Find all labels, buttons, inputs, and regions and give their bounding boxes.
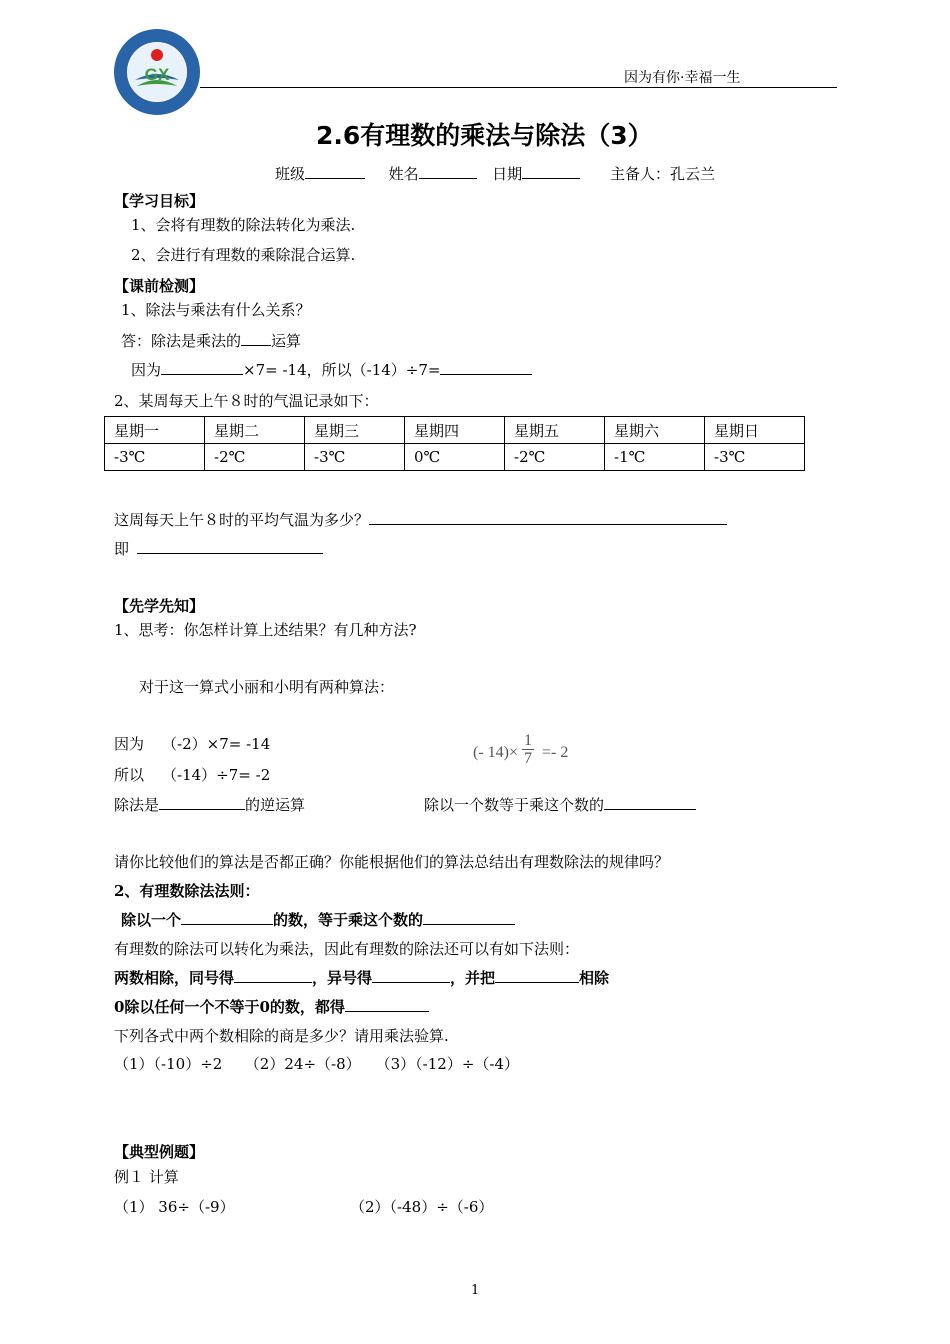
table-header-cell: 星期一 — [105, 417, 205, 444]
division-is-line: 除法是 的逆运算 — [114, 796, 306, 814]
table-cell: 0℃ — [405, 444, 505, 471]
table-header-cell: 星期四 — [405, 417, 505, 444]
examples-heading: 【典型例题】 — [114, 1143, 205, 1161]
table-cell: -1℃ — [605, 444, 705, 471]
answer-blank[interactable] — [241, 331, 271, 346]
objectives-heading: 【学习目标】 — [114, 192, 205, 210]
date-field[interactable] — [522, 164, 580, 179]
exercise-intro: 下列各式中两个数相除的商是多少？请用乘法验算. — [114, 1027, 449, 1045]
info-row — [275, 163, 580, 184]
exercise-items: （1）（-10）÷2 （2）24÷（-8） （3）（-12）÷（-4） — [114, 1055, 520, 1073]
example-1-item-1: （1） 36÷（-9） — [114, 1198, 235, 1216]
precheck-answer: 答：除法是乘法的 运算 — [121, 332, 302, 350]
rule1-blank-a[interactable] — [181, 910, 273, 925]
example-1: 例１ 计算 — [114, 1168, 179, 1186]
table-row — [105, 444, 805, 471]
objective-2: 2、会进行有理数的乘除混合运算. — [131, 246, 356, 264]
rule-1: 除以一个 的数，等于乘这个数的 — [121, 909, 515, 930]
rule2-blank-a[interactable] — [234, 968, 312, 983]
date-label: 日期 — [492, 165, 523, 183]
page-title: 2.6有理数的乘法与除法（3） — [316, 121, 653, 150]
avg-blank[interactable] — [369, 510, 727, 525]
table-header-row — [105, 417, 805, 444]
precheck-heading: 【课前检测】 — [114, 277, 205, 295]
so-line: 所以 （-14）÷7= -2 — [114, 766, 271, 784]
think-question: 1、思考：你怎样计算上述结果？有几种方法? — [114, 621, 417, 639]
because-line: 因为 （-2）×7= -14 — [114, 735, 271, 753]
table-header-cell: 星期二 — [205, 417, 305, 444]
header-motto: 因为有你·幸福一生 — [624, 70, 741, 86]
precheck-q2: 2、某周每天上午８时的气温记录如下： — [114, 392, 379, 410]
header-rule — [200, 87, 837, 88]
table-header-cell: 星期三 — [305, 417, 405, 444]
temperature-table — [104, 416, 805, 471]
table-header-cell: 星期六 — [605, 417, 705, 444]
reciprocal-blank[interactable] — [604, 795, 696, 810]
preview-heading: 【先学先知】 — [114, 597, 205, 615]
convert-text: 有理数的除法可以转化为乘法，因此有理数的除法还可以有如下法则： — [114, 940, 580, 958]
precheck-q1: 1、除法与乘法有什么关系？ — [121, 301, 311, 319]
table-cell: -3℃ — [105, 444, 205, 471]
result-blank[interactable] — [440, 360, 532, 375]
objective-1: 1、会将有理数的除法转化为乘法. — [131, 216, 356, 234]
rule3-blank[interactable] — [345, 997, 429, 1012]
div-equals-line: 除以一个数等于乘这个数的 — [424, 794, 696, 815]
rule1-blank-b[interactable] — [423, 910, 515, 925]
table-header-cell: 星期五 — [505, 417, 605, 444]
ji-line: 即 — [114, 538, 323, 559]
svg-text:GX: GX — [144, 65, 170, 84]
rule2-blank-c[interactable] — [495, 968, 579, 983]
because-blank[interactable] — [161, 360, 243, 375]
name-label: 姓名 — [388, 165, 419, 183]
table-header-cell: 星期日 — [705, 417, 805, 444]
name-field[interactable] — [419, 164, 477, 179]
precheck-because: 因为 ×7= -14，所以（-14）÷7= — [131, 359, 532, 380]
example-1-item-2: （2）（-48）÷（-6） — [350, 1198, 494, 1216]
rule-3: 0除以任何一个不等于0的数，都得 — [114, 996, 429, 1017]
table-cell: -2℃ — [505, 444, 605, 471]
table-cell: -2℃ — [205, 444, 305, 471]
class-field[interactable] — [305, 164, 365, 179]
division-blank[interactable] — [159, 795, 245, 810]
rule-2: 两数相除，同号得 ，异号得 ，并把 相除 — [114, 969, 610, 987]
table-cell: -3℃ — [705, 444, 805, 471]
avg-question: 这周每天上午８时的平均气温为多少？ — [114, 509, 727, 530]
rule2-blank-b[interactable] — [372, 968, 450, 983]
table-cell: -3℃ — [305, 444, 405, 471]
rule-heading: 2、有理数除法法则： — [114, 882, 260, 900]
compare-question: 请你比较他们的算法是否都正确？你能根据他们的算法总结出有理数除法的规律吗？ — [114, 853, 670, 871]
class-label: 班级 — [275, 165, 306, 183]
two-methods: 对于这一算式小丽和小明有两种算法： — [139, 678, 395, 696]
school-logo — [113, 28, 201, 116]
preparer: 主备人：孔云兰 — [610, 165, 716, 183]
fraction-expression: (- 14)× $\frac{1}{7}$ =- 2 — [473, 732, 569, 767]
page-number: 1 — [471, 1283, 480, 1298]
ji-blank[interactable] — [137, 539, 323, 554]
